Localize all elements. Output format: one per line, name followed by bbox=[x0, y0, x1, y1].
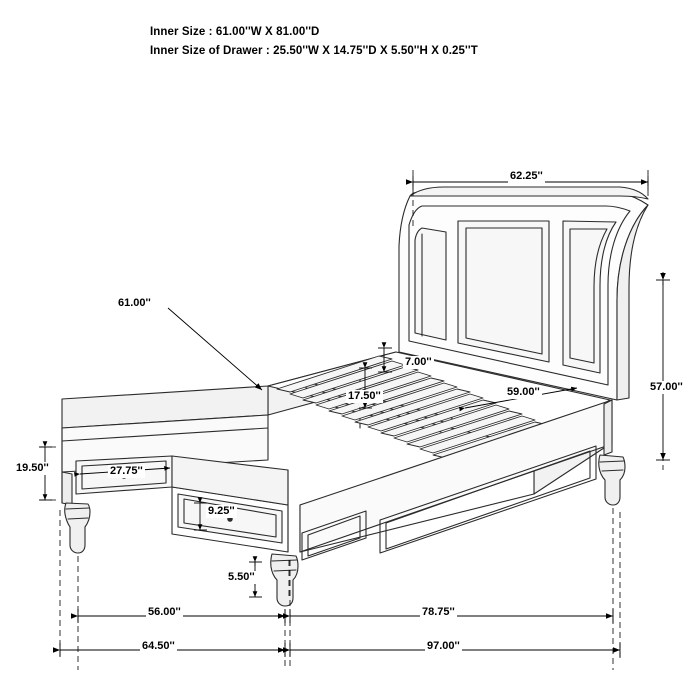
dim-top-width: 62.25'' bbox=[510, 170, 543, 182]
dim-deck-width: 59.00'' bbox=[507, 386, 540, 398]
dim-drawer-front-width: 27.75'' bbox=[110, 465, 143, 477]
dim-foot-height: 5.50'' bbox=[228, 571, 255, 583]
dim-base-length-rear: 78.75'' bbox=[422, 606, 455, 618]
dim-slat-length: 61.00'' bbox=[118, 297, 151, 309]
dim-overall-length-front: 64.50'' bbox=[142, 640, 175, 652]
dim-base-length-front: 56.00'' bbox=[148, 606, 181, 618]
dim-overall-length-rear: 97.00'' bbox=[427, 640, 460, 652]
dim-drawer-height: 9.25'' bbox=[208, 505, 235, 517]
dim-headboard-height: 57.00'' bbox=[650, 381, 683, 393]
dim-side-rail-height: 19.50'' bbox=[16, 462, 49, 474]
inner-drawer-size-text: Inner Size of Drawer : 25.50''W X 14.75''D X 5.50''H X 0.25''T bbox=[150, 45, 478, 57]
inner-size-text: Inner Size : 61.00''W X 81.00''D bbox=[150, 26, 320, 38]
dim-slat-gap: 7.00'' bbox=[405, 356, 432, 368]
dim-rail-height: 17.50'' bbox=[348, 390, 381, 402]
